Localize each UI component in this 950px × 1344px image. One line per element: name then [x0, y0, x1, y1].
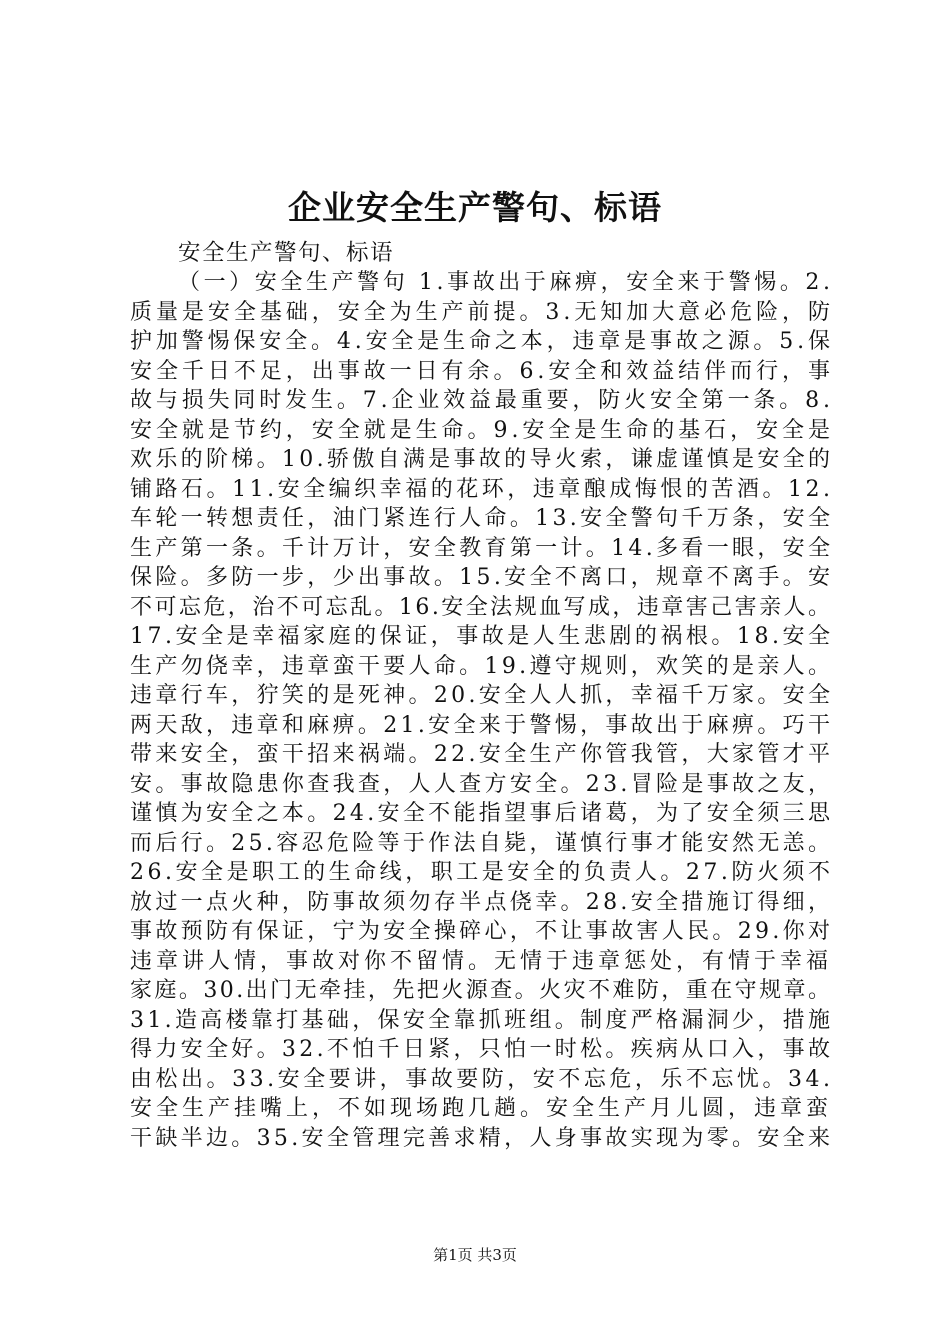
- body-text-line: 安全就是节约，安全就是生命。9.安全是生命的基石，安全是: [130, 417, 834, 443]
- body-text-line: 26.安全是职工的生命线，职工是安全的负责人。27.防火须不: [130, 860, 834, 885]
- body-text-line: 带来安全，蛮干招来祸端。22.安全生产你管我管，大家管才平: [130, 742, 834, 767]
- document-title: 企业安全生产警句、标语: [288, 188, 662, 227]
- body-text-line: 生产第一条。千计万计，安全教育第一计。14.多看一眼，安全: [130, 535, 834, 561]
- body-text-line: 欢乐的阶梯。10.骄傲自满是事故的导火索，谦虚谨慎是安全的: [130, 447, 834, 472]
- body-text-line: 放过一点火种，防事故须勿存半点侥幸。28.安全措施订得细，: [130, 889, 834, 915]
- body-text-line: 而后行。25.容忍危险等于作法自毙，谨慎行事才能安然无恙。: [130, 830, 834, 856]
- body-text-line: 铺路石。11.安全编织幸福的花环，违章酿成悔恨的苦酒。12.: [130, 476, 834, 502]
- body-text-line: 安全生产挂嘴上，不如现场跑几趟。安全生产月儿圆，违章蛮: [130, 1096, 833, 1121]
- body-text-line: 车轮一转想责任，油门紧连行人命。13.安全警句千万条，安全: [130, 506, 834, 531]
- body-text-line: 两天敌，违章和麻痹。21.安全来于警惕，事故出于麻痹。巧干: [130, 712, 834, 738]
- body-text-line: 事故预防有保证，宁为安全操碎心，不让事故害人民。29.你对: [130, 919, 834, 944]
- document-subtitle: 安全生产警句、标语: [178, 240, 395, 266]
- body-text-line: 由松出。33.安全要讲，事故要防，安不忘危，乐不忘忧。34.: [130, 1066, 834, 1092]
- body-text-line: 安全千日不足，出事故一日有余。6.安全和效益结伴而行，事: [130, 358, 834, 384]
- body-text-line: 谨慎为安全之本。24.安全不能指望事后诸葛，为了安全须三思: [130, 801, 834, 826]
- body-text-line: 保险。多防一步，少出事故。15.安全不离口，规章不离手。安: [130, 565, 834, 590]
- body-text-line: 干缺半边。35.安全管理完善求精，人身事故实现为零。安全来: [130, 1125, 834, 1151]
- body-text-line: 生产勿侥幸，违章蛮干要人命。19.遵守规则，欢笑的是亲人。: [130, 653, 834, 679]
- body-text-line: （一）安全生产警句 1.事故出于麻痹，安全来于警惕。2.: [178, 270, 834, 295]
- body-text-line: 护加警惕保安全。4.安全是生命之本，违章是事故之源。5.保: [130, 329, 834, 354]
- body-text-line: 安。事故隐患你查我查，人人查方安全。23.冒险是事故之友，: [130, 771, 834, 797]
- body-text-line: 31.造高楼靠打基础，保安全靠抓班组。制度严格漏洞少，措施: [130, 1007, 834, 1033]
- body-text-line: 故与损失同时发生。7.企业效益最重要，防火安全第一条。8.: [130, 388, 834, 413]
- page-number: 第1页 共3页: [433, 1246, 517, 1264]
- body-text-line: 违章讲人情，事故对你不留情。无情于违章惩处，有情于幸福: [130, 948, 833, 974]
- body-text-line: 17.安全是幸福家庭的保证，事故是人生悲剧的祸根。18.安全: [130, 624, 834, 649]
- body-text-line: 违章行车，狞笑的是死神。20.安全人人抓，幸福千万家。安全: [130, 683, 834, 708]
- body-text-line: 不可忘危，治不可忘乱。16.安全法规血写成，违章害己害亲人。: [130, 594, 833, 620]
- body-text-line: 家庭。30.出门无牵挂，先把火源查。火灾不难防，重在守规章。: [130, 978, 833, 1003]
- body-text-line: 质量是安全基础，安全为生产前提。3.无知加大意必危险，防: [130, 299, 834, 325]
- document-body: [130, 268, 834, 1153]
- body-text-line: 得力安全好。32.不怕千日紧，只怕一时松。疾病从口入，事故: [130, 1037, 834, 1062]
